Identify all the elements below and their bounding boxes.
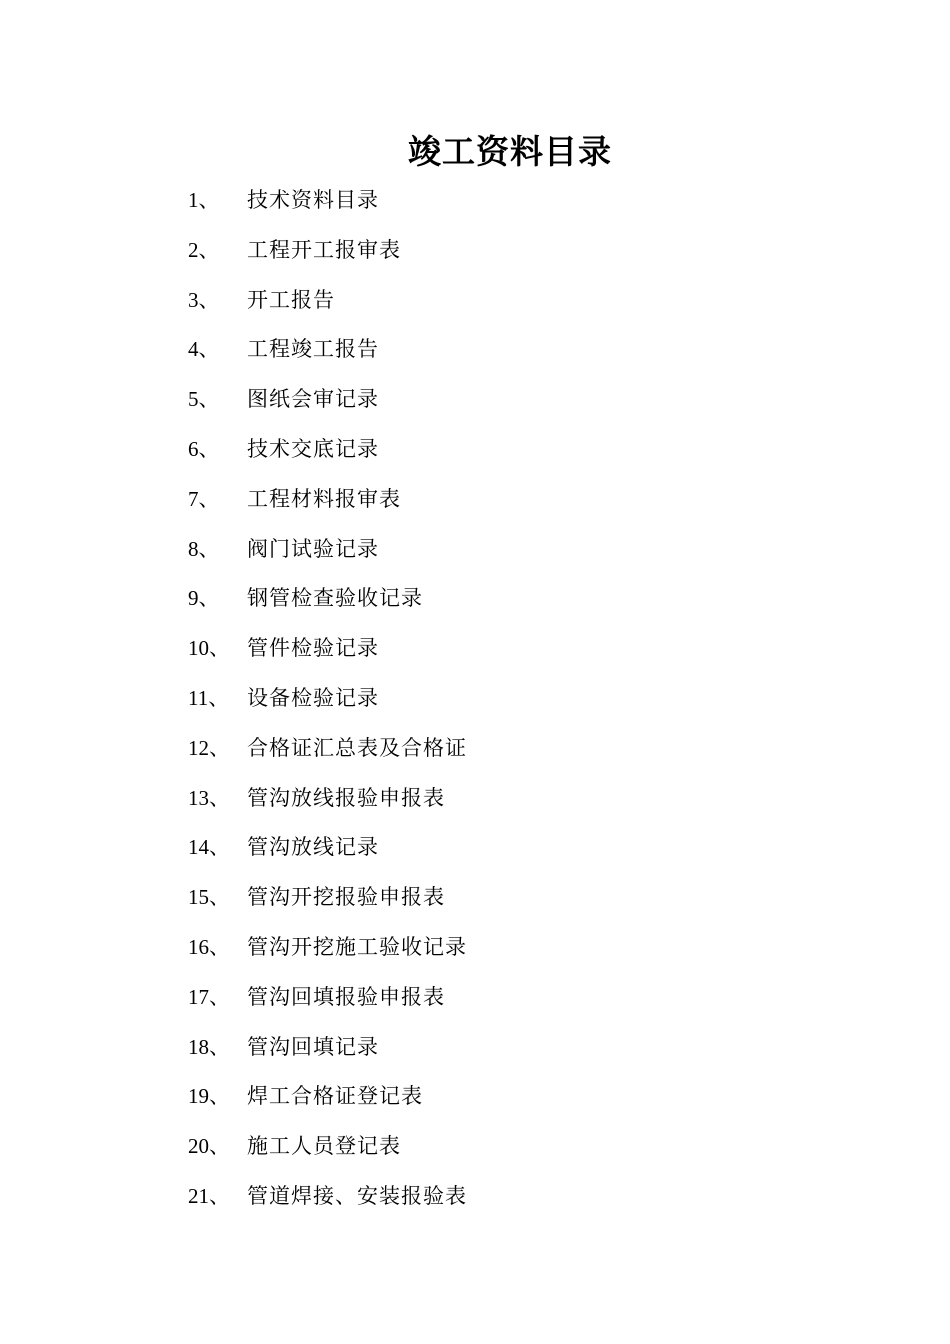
list-item-title: 管沟开挖施工验收记录 [247, 934, 467, 959]
list-item [188, 379, 467, 429]
list-item-title: 技术资料目录 [247, 188, 379, 212]
list-item-number: 14、 [188, 835, 230, 860]
list-item-title: 管沟开挖报验申报表 [247, 885, 445, 910]
list-item-title: 管件检验记录 [247, 636, 379, 661]
list-item-title: 开工报告 [247, 287, 335, 312]
document-title: 竣工资料目录 [408, 132, 612, 171]
list-item-title: 技术交底记录 [247, 436, 379, 461]
list-item [188, 1176, 467, 1226]
list-item [188, 977, 467, 1027]
list-item-number: 12、 [188, 735, 230, 760]
list-item-number: 20、 [188, 1134, 230, 1159]
list-item-number: 18、 [188, 1034, 230, 1059]
list-item-title: 管沟回填记录 [247, 1034, 379, 1059]
list-item [188, 529, 467, 579]
list-item-number: 5、 [188, 387, 220, 412]
list-item-title: 合格证汇总表及合格证 [247, 735, 467, 760]
list-item-number: 1、 [188, 188, 220, 212]
table-of-contents [188, 180, 467, 1226]
list-item-title: 管沟放线报验申报表 [247, 785, 445, 810]
list-item [188, 329, 467, 379]
list-item-title: 工程材料报审表 [247, 486, 401, 511]
list-item-number: 21、 [188, 1183, 230, 1208]
list-item [188, 429, 467, 479]
list-item-number: 2、 [188, 237, 220, 262]
list-item-number: 9、 [188, 586, 220, 611]
list-item-number: 7、 [188, 486, 220, 511]
list-item [188, 479, 467, 529]
list-item-title: 图纸会审记录 [247, 387, 379, 412]
list-item-title: 管沟回填报验申报表 [247, 984, 445, 1009]
list-item-number: 19、 [188, 1084, 230, 1109]
list-item-number: 4、 [188, 337, 220, 362]
list-item [188, 1076, 467, 1126]
list-item-number: 3、 [188, 287, 220, 312]
list-item [188, 578, 467, 628]
list-item-number: 13、 [188, 785, 230, 810]
list-item [188, 877, 467, 927]
list-item-title: 管道焊接、安装报验表 [247, 1183, 467, 1208]
list-item [188, 827, 467, 877]
list-item-title: 焊工合格证登记表 [247, 1084, 423, 1109]
list-item-number: 17、 [188, 984, 230, 1009]
list-item [188, 1027, 467, 1077]
list-item-title: 施工人员登记表 [247, 1134, 401, 1159]
list-item-title: 工程开工报审表 [247, 237, 401, 262]
list-item [188, 728, 467, 778]
list-item [188, 628, 467, 678]
list-item [188, 280, 467, 330]
list-item-number: 6、 [188, 436, 220, 461]
list-item-number: 15、 [188, 885, 230, 910]
list-item-number: 8、 [188, 536, 220, 561]
list-item-title: 钢管检查验收记录 [247, 586, 423, 611]
list-item-number: 11、 [188, 685, 230, 710]
list-item-title: 设备检验记录 [247, 685, 379, 710]
list-item [188, 678, 467, 728]
list-item [188, 230, 467, 280]
list-item [188, 778, 467, 828]
list-item-title: 阀门试验记录 [247, 536, 379, 561]
list-item-title: 管沟放线记录 [247, 835, 379, 860]
list-item-title: 工程竣工报告 [247, 337, 379, 362]
list-item-number: 10、 [188, 636, 230, 661]
list-item [188, 180, 467, 230]
list-item [188, 927, 467, 977]
list-item [188, 1126, 467, 1176]
list-item-number: 16、 [188, 934, 230, 959]
